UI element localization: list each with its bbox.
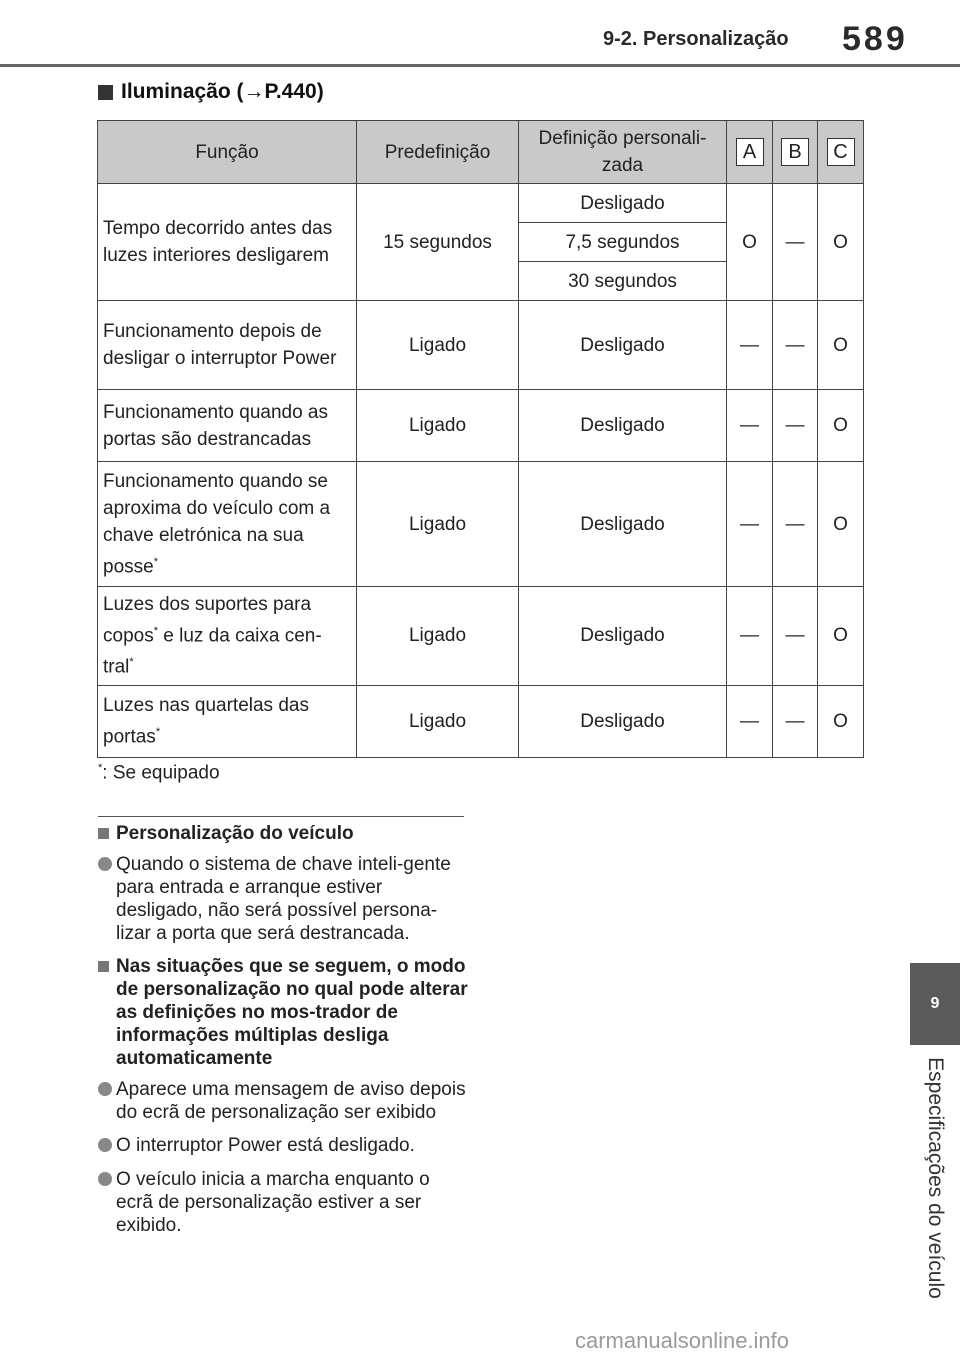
preset-cell: Ligado [357,301,519,390]
function-text: Luzes dos suportes para copos [103,594,312,647]
section-title-text: Iluminação ( [121,80,244,103]
section-title [98,80,324,104]
custom-option-cell: 30 segundos [519,262,727,301]
c-cell: O [818,685,864,757]
function-cell [98,685,357,757]
square-bullet-icon [98,828,109,839]
c-cell: O [818,587,864,686]
preset-cell: 15 segundos [357,184,519,301]
square-bullet-icon [98,961,109,972]
dot-bullet-icon [98,857,112,871]
a-cell: — [727,587,773,686]
table-row [98,301,864,390]
notes-section [98,822,470,1247]
column-header-function: Função [98,121,357,184]
square-bullet-icon [98,85,113,100]
custom-option-cell: 7,5 segundos [519,223,727,262]
function-text: Luzes nas quartelas das portas [103,694,309,748]
footnote [98,762,220,784]
b-cell: — [773,462,818,587]
note-item: O veículo inicia a marcha enquanto o ecrã de personalização estiver a ser exibido. [98,1168,470,1237]
note-heading: Nas situações que se seguem, o modo de personalização no qual pode alterar as definições no mos-trador de informações múltiplas desliga automaticamente [98,955,470,1070]
settings-table [97,120,864,758]
page-reference-link[interactable]: P.440) [264,80,324,103]
header-divider [0,64,960,67]
a-cell: — [727,301,773,390]
a-cell: O [727,184,773,301]
footnote-marker: * [155,725,161,738]
custom-option-cell: Desligado [519,184,727,223]
note-item: Aparece uma mensagem de aviso depois do ecrã de personalização ser exibido [98,1078,470,1124]
table-row [98,685,864,757]
label-b: B [781,138,809,166]
note-item: O interruptor Power está desligado. [98,1134,470,1158]
note-heading: Personalização do veículo [98,822,470,845]
b-cell: — [773,685,818,757]
function-cell: Tempo decorrido antes das luzes interiores desligarem [98,184,357,301]
column-header-b [773,121,818,184]
footnote-marker: * [153,555,158,568]
table-header-row [98,121,864,184]
watermark: carmanualsonline.info [575,1328,790,1353]
footnote-text: : Se equipado [102,762,220,784]
c-cell: O [818,184,864,301]
dot-bullet-icon [98,1172,112,1186]
chapter-tab[interactable] [910,963,960,1045]
custom-cell: Desligado [519,301,727,390]
c-cell: O [818,390,864,462]
c-cell: O [818,462,864,587]
footnote-marker: * [129,656,134,669]
label-a: A [736,138,764,166]
b-cell: — [773,184,818,301]
function-cell [98,462,357,587]
footnote-marker: * [98,762,103,774]
custom-cell: Desligado [519,462,727,587]
c-cell: O [818,301,864,390]
function-cell: Funcionamento depois de desligar o interruptor Power [98,301,357,390]
a-cell: — [727,685,773,757]
table-row [98,587,864,686]
dot-bullet-icon [98,1082,112,1096]
function-text: e luz da caixa cen-tral [103,625,322,678]
preset-cell: Ligado [357,390,519,462]
function-text: Funcionamento quando se aproxima do veículo com a chave eletrónica na sua posse [103,470,331,578]
section-header: 9-2. Personalização [603,28,789,50]
column-header-preset: Predefinição [357,121,519,184]
column-header-c [818,121,864,184]
b-cell: — [773,301,818,390]
label-c: C [827,138,855,166]
note-item: Quando o sistema de chave inteli-gente para entrada e arranque estiver desligado, não será possível persona-lizar a porta que será destrancada. [98,853,470,945]
function-cell [98,587,357,686]
dot-bullet-icon [98,1138,112,1152]
preset-cell: Ligado [357,587,519,686]
table-row [98,184,864,223]
arrow-icon: → [243,80,265,103]
b-cell: — [773,587,818,686]
custom-cell: Desligado [519,685,727,757]
page-number: 589 [842,20,908,58]
preset-cell: Ligado [357,462,519,587]
table-row [98,462,864,587]
chapter-label: Especificações do veículo [924,1057,947,1299]
function-cell: Funcionamento quando as portas são destrancadas [98,390,357,462]
column-header-custom: Definição personali-zada [519,121,727,184]
column-header-a [727,121,773,184]
notes-divider [98,816,464,817]
table-row [98,390,864,462]
a-cell: — [727,390,773,462]
custom-cell: Desligado [519,587,727,686]
b-cell: — [773,390,818,462]
custom-cell: Desligado [519,390,727,462]
footnote-marker: * [153,625,158,637]
preset-cell: Ligado [357,685,519,757]
a-cell: — [727,462,773,587]
chapter-number: 9 [930,995,940,1012]
